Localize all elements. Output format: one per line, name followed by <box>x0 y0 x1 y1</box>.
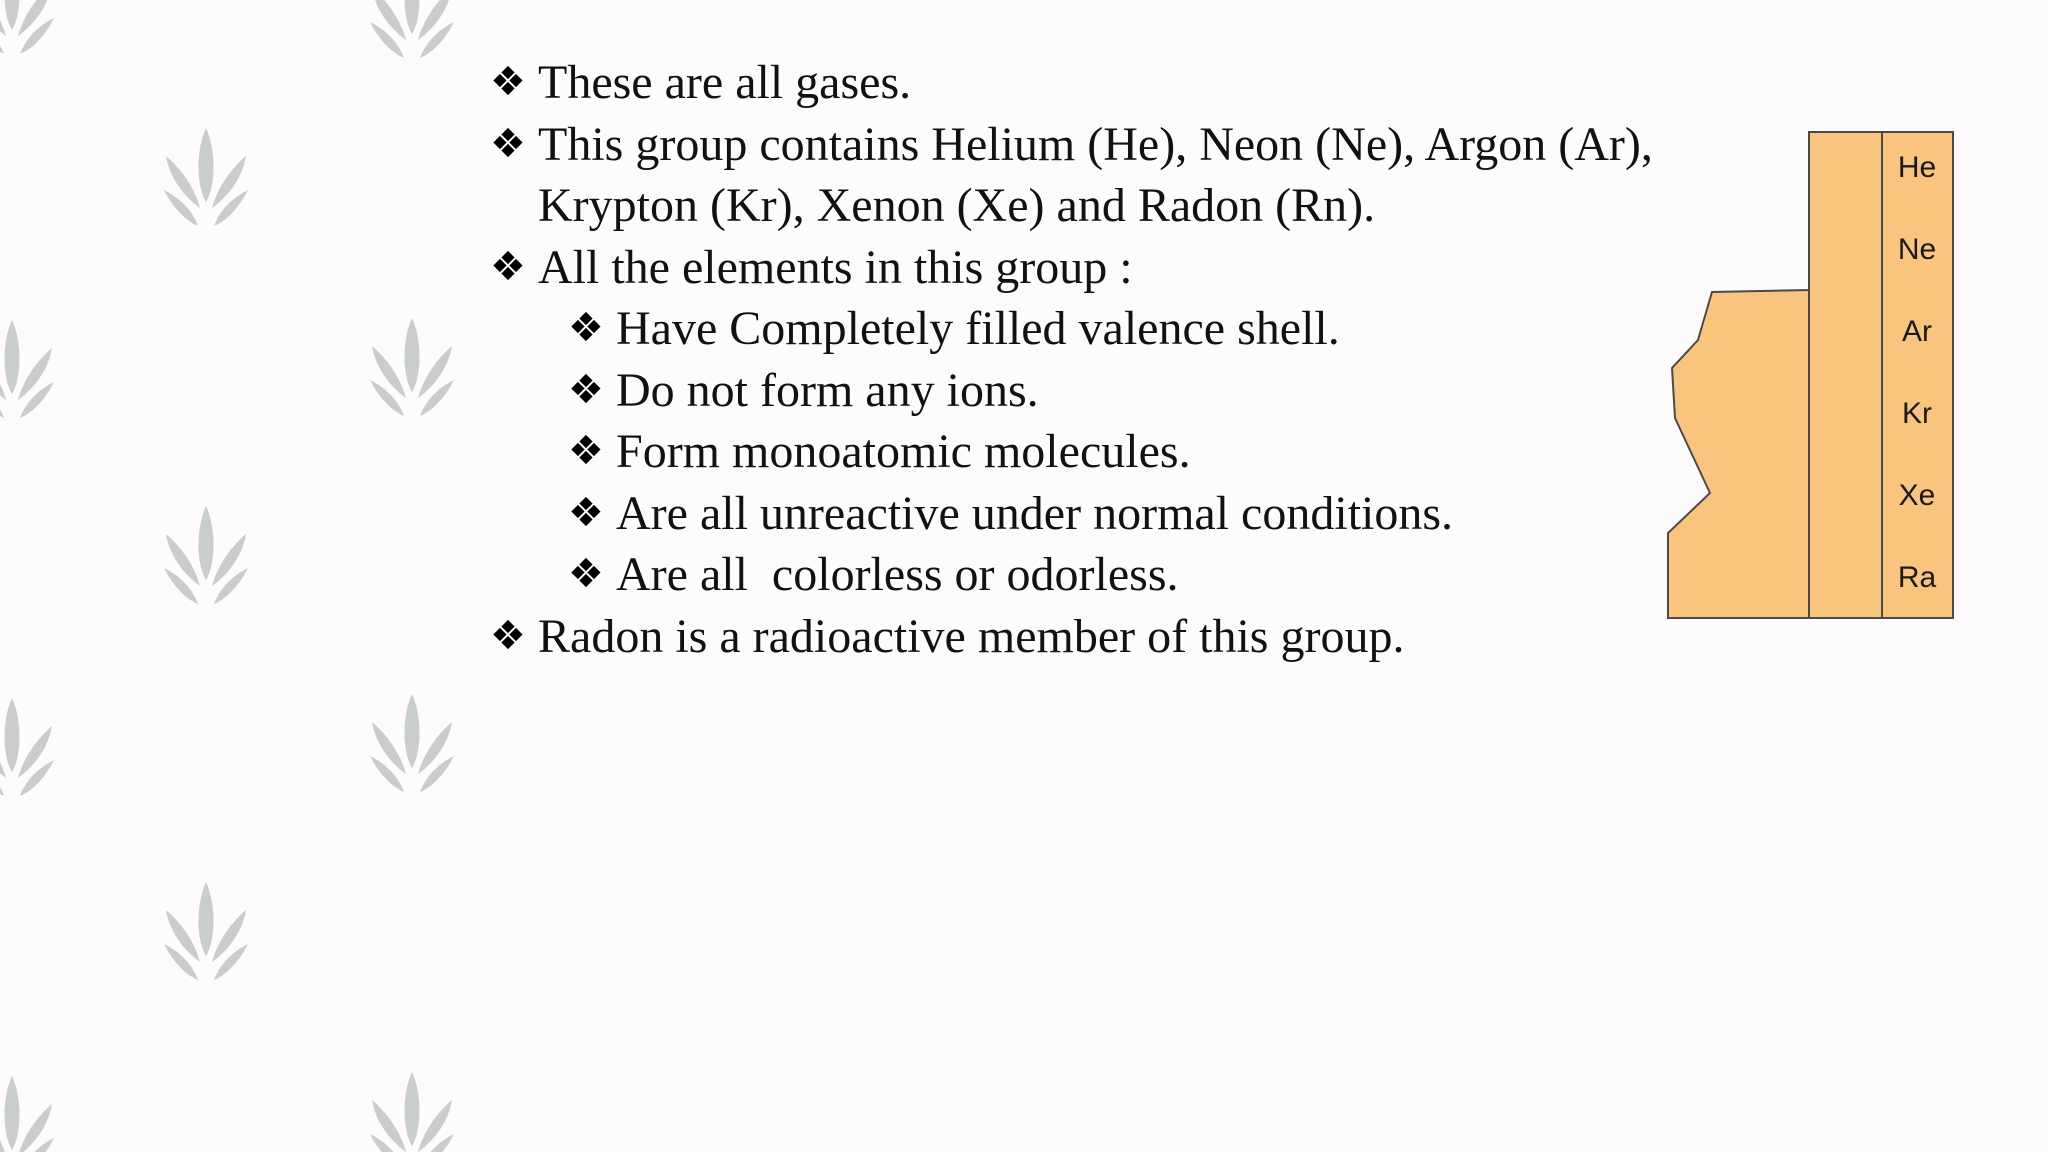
diamond-bullet-icon: ❖ <box>568 305 604 351</box>
leaf-sprig-icon <box>164 128 248 226</box>
leaf-sprig-icon <box>370 318 454 416</box>
bullet-item <box>490 52 1750 114</box>
bullet-text: This group contains Helium (He), Neon (Ne), Argon (Ar), Krypton (Kr), Xenon (Xe) and Radon (Rn). <box>538 117 1653 232</box>
bullet-text: Are all colorless or odorless. <box>616 548 1179 601</box>
diamond-bullet-icon: ❖ <box>568 366 604 413</box>
diamond-bullet-icon: ❖ <box>568 551 604 597</box>
sub-bullet-item <box>490 483 1750 545</box>
bullet-text: Form monoatomic molecules. <box>616 425 1191 478</box>
diamond-bullet-icon: ❖ <box>568 428 604 474</box>
bullet-text: Are all unreactive under normal conditions. <box>616 486 1454 540</box>
leaf-sprig-icon <box>0 698 54 796</box>
leaf-sprig-icon <box>0 1076 54 1152</box>
diamond-bullet-icon: ❖ <box>490 59 526 105</box>
sub-bullet-item <box>490 360 1750 422</box>
leaf-sprig-icon <box>0 0 54 54</box>
noble-gas-group-figure <box>1660 128 1960 628</box>
diamond-bullet-icon: ❖ <box>490 612 526 659</box>
leaf-sprig-icon <box>370 1072 454 1152</box>
diamond-bullet-icon: ❖ <box>568 489 604 536</box>
leaf-sprig-icon <box>370 0 454 58</box>
bullet-item <box>490 114 1750 237</box>
bullet-text: Have Completely filled valence shell. <box>616 302 1340 355</box>
diamond-bullet-icon: ❖ <box>490 120 526 167</box>
element-symbol: Ra <box>1897 561 1937 594</box>
leaf-sprig-icon <box>370 694 454 792</box>
bullet-list <box>490 52 1750 667</box>
bullet-item <box>490 237 1750 299</box>
diamond-bullet-icon: ❖ <box>490 243 526 290</box>
sub-bullet-item <box>490 421 1750 483</box>
bullet-text: Do not form any ions. <box>616 363 1039 417</box>
element-symbol: He <box>1897 151 1937 184</box>
element-symbol: Ne <box>1897 233 1937 266</box>
bullet-text: These are all gases. <box>538 56 912 109</box>
periodic-table-fragment <box>1668 132 1953 618</box>
sub-bullet-item <box>490 298 1750 360</box>
sub-bullet-item <box>490 544 1750 606</box>
element-symbol: Ar <box>1902 315 1932 348</box>
leaf-sprig-icon <box>164 882 248 980</box>
background-pattern <box>0 0 470 1152</box>
element-symbol: Kr <box>1902 397 1932 430</box>
bullet-item <box>490 606 1750 668</box>
bullet-text: Radon is a radioactive member of this group. <box>538 609 1405 663</box>
bullet-text: All the elements in this group : <box>538 240 1133 294</box>
leaf-sprig-icon <box>164 506 248 604</box>
leaf-sprig-icon <box>0 320 54 418</box>
element-symbol: Xe <box>1898 479 1936 512</box>
